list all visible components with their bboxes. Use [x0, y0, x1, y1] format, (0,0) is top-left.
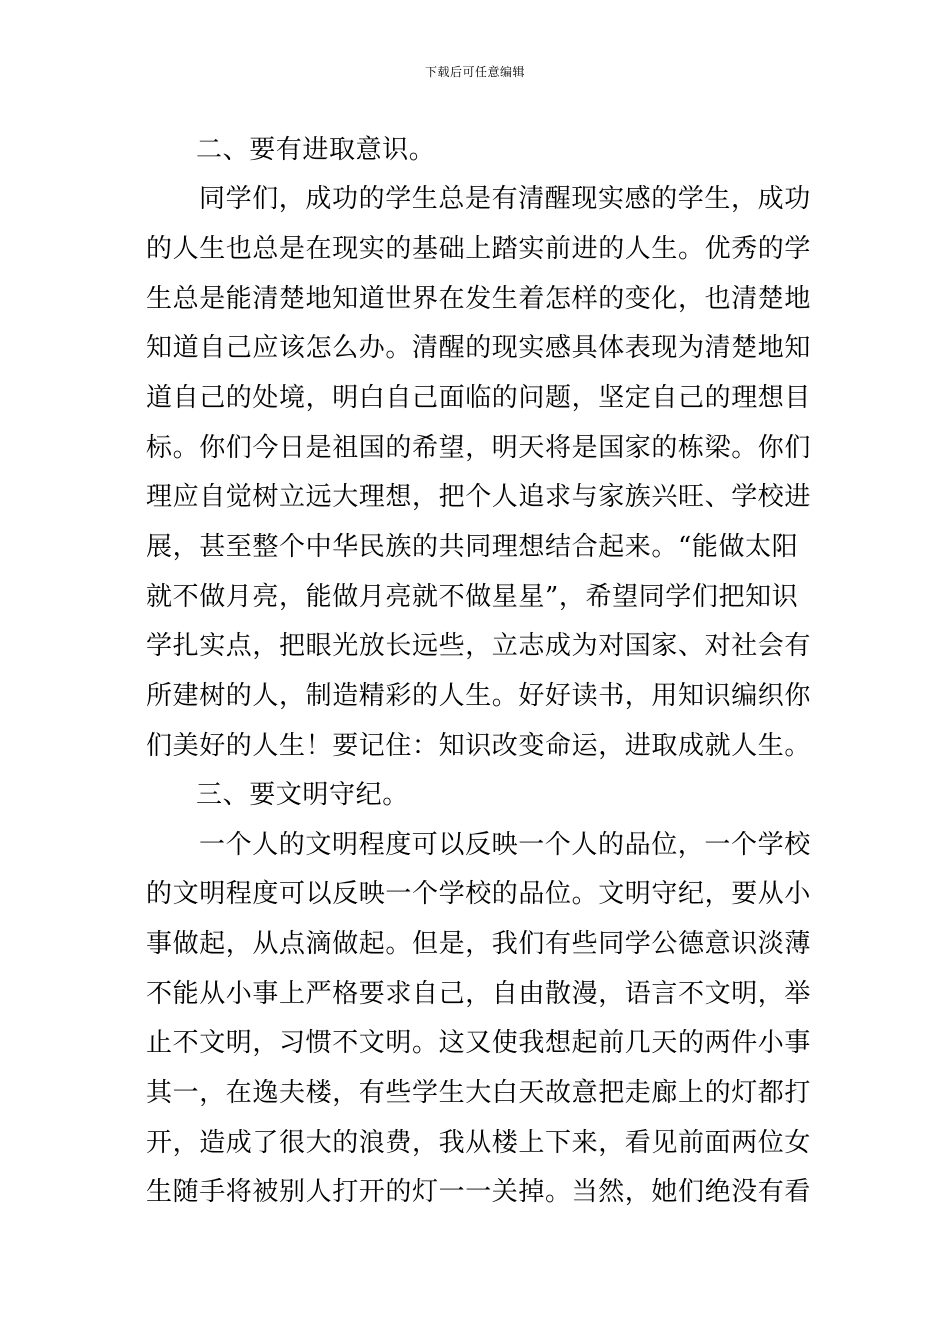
paragraph-line: 事做起，从点滴做起。但是，我们有些同学公德意识淡薄 [146, 929, 812, 959]
paragraph-line: 的人生也总是在现实的基础上踏实前进的人生。优秀的学 [146, 234, 812, 264]
paragraph-line: 知道自己应该怎么办。清醒的现实感具体表现为清楚地知 [146, 333, 812, 363]
paragraph-line: 标。你们今日是祖国的希望，明天将是国家的栋梁。你们 [146, 433, 812, 463]
section-heading-2: 二、要有进取意识。 [196, 135, 436, 165]
paragraph-line: 不能从小事上严格要求自己，自由散漫，语言不文明，举 [146, 979, 812, 1009]
paragraph-line: 所建树的人，制造精彩的人生。好好读书，用知识编织你 [146, 681, 812, 711]
paragraph-line: 们美好的人生！要记住：知识改变命运，进取成就人生。 [146, 731, 812, 761]
paragraph-line: 的文明程度可以反映一个学校的品位。文明守纪，要从小 [146, 879, 812, 909]
page-header: 下载后可任意编辑 [424, 65, 525, 79]
paragraph-line: 就不做月亮，能做月亮就不做星星”，希望同学们把知识 [146, 582, 799, 612]
section-heading-3: 三、要文明守纪。 [196, 780, 409, 810]
paragraph-line: 同学们，成功的学生总是有清醒现实感的学生，成功 [199, 184, 811, 214]
paragraph-line: 生总是能清楚地知道世界在发生着怎样的变化，也清楚地 [146, 284, 812, 314]
paragraph-line: 生随手将被别人打开的灯一一关掉。当然，她们绝没有看 [146, 1177, 812, 1207]
paragraph-line: 止不文明，习惯不文明。这又使我想起前几天的两件小事 [146, 1028, 812, 1058]
paragraph-line: 道自己的处境，明白自己面临的问题，坚定自己的理想目 [146, 383, 812, 413]
paragraph-line: 理应自觉树立远大理想，把个人追求与家族兴旺、学校进 [146, 482, 812, 512]
paragraph-line: 展，甚至整个中华民族的共同理想结合起来。“能做太阳 [146, 532, 799, 562]
paragraph-line: 学扎实点，把眼光放长远些，立志成为对国家、对社会有 [146, 631, 812, 661]
paragraph-line: 一个人的文明程度可以反映一个人的品位，一个学校 [199, 830, 811, 860]
paragraph-line: 开，造成了很大的浪费，我从楼上下来，看见前面两位女 [146, 1128, 812, 1158]
paragraph-line: 其一，在逸夫楼，有些学生大白天故意把走廊上的灯都打 [146, 1078, 812, 1108]
